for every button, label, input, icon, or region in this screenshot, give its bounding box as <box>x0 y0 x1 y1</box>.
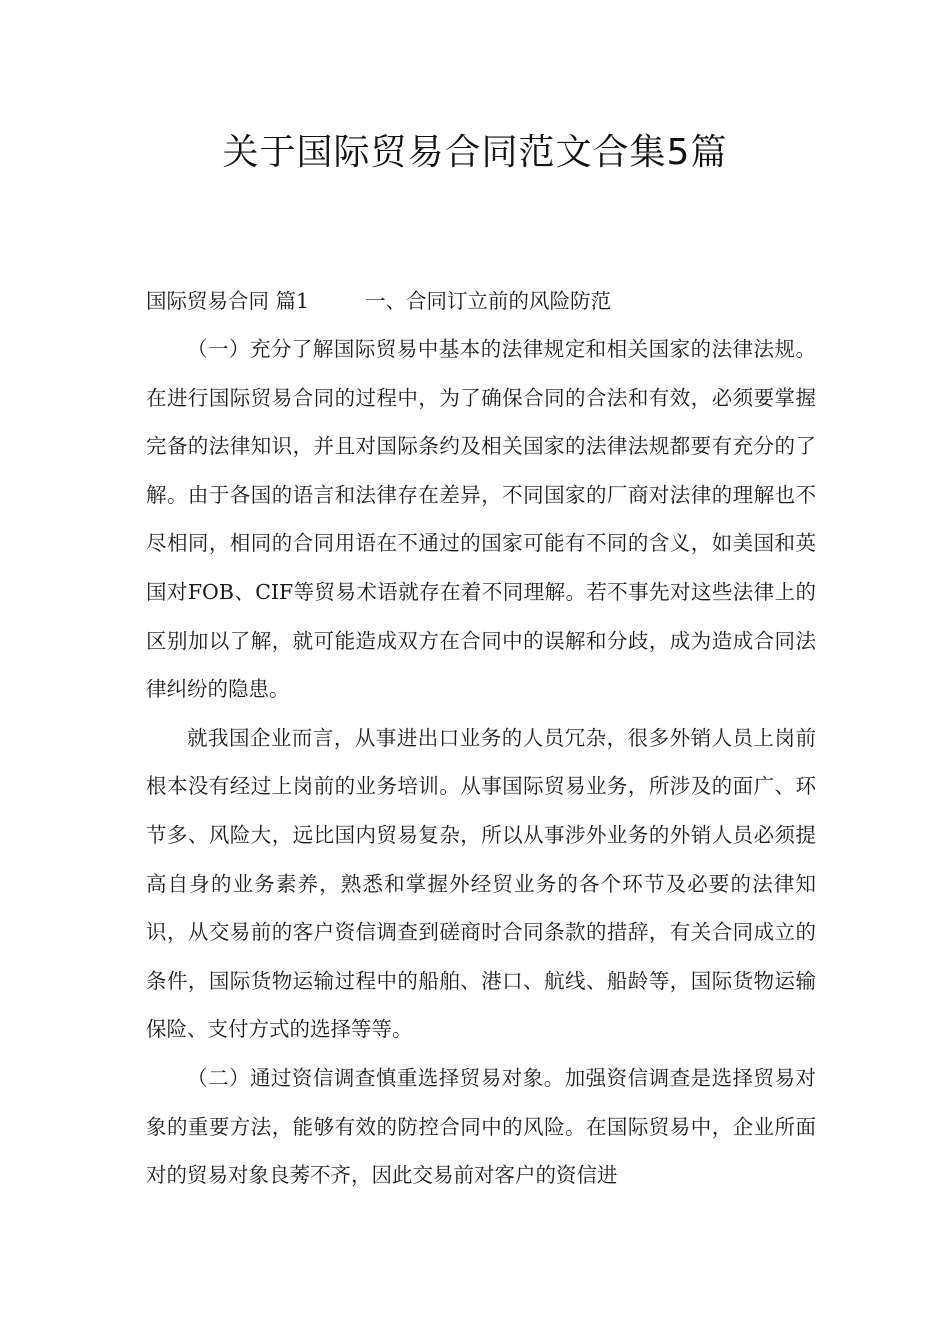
section-heading: 一、合同订立前的风险防范 <box>365 289 612 313</box>
document-title: 关于国际贸易合同范文合集5篇 <box>222 132 728 173</box>
paragraph-2: 就我国企业而言，从事进出口业务的人员冗杂，很多外销人员上岗前根本没有经过上岗前的业务培训。从事国际贸易业务，所涉及的面广、环节多、风险大，远比国内贸易复杂，所以从事涉外业务的外销人员必须提高自身的业务素养，熟悉和掌握外经贸业务的各个环节及必要的法律知识，从交易前的客户资信调查到磋商时合同条款的措辞，有关合同成立的条件，国际货物运输过程中的船舶、港口、航线、船龄等，国际货物运输保险、支付方式的选择等等。 <box>146 725 816 1042</box>
section-heading-line <box>146 277 816 325</box>
document-body <box>146 277 816 1200</box>
paragraph-1: （一）充分了解国际贸易中基本的法律规定和相关国家的法律法规。在进行国际贸易合同的过程中，为了确保合同的合法和有效，必须要掌握完备的法律知识，并且对国际条约及相关国家的法律法规都要有充分的了解。由于各国的语言和法律存在差异，不同国家的厂商对法律的理解也不尽相同，相同的合同用语在不通过的国家可能有不同的含义，如美国和英国对FOB、CIF等贸易术语就存在着不同理解。若不事先对这些法律上的区别加以了解，就可能造成双方在合同中的误解和分歧，成为造成合同法律纠纷的隐患。 <box>146 337 816 702</box>
paragraph-3: （二）通过资信调查慎重选择贸易对象。加强资信调查是选择贸易对象的重要方法，能够有效的防控合同中的风险。在国际贸易中，企业所面对的贸易对象良莠不齐，因此交易前对客户的资信进 <box>146 1065 816 1188</box>
section-label: 国际贸易合同 篇1 <box>146 289 310 313</box>
